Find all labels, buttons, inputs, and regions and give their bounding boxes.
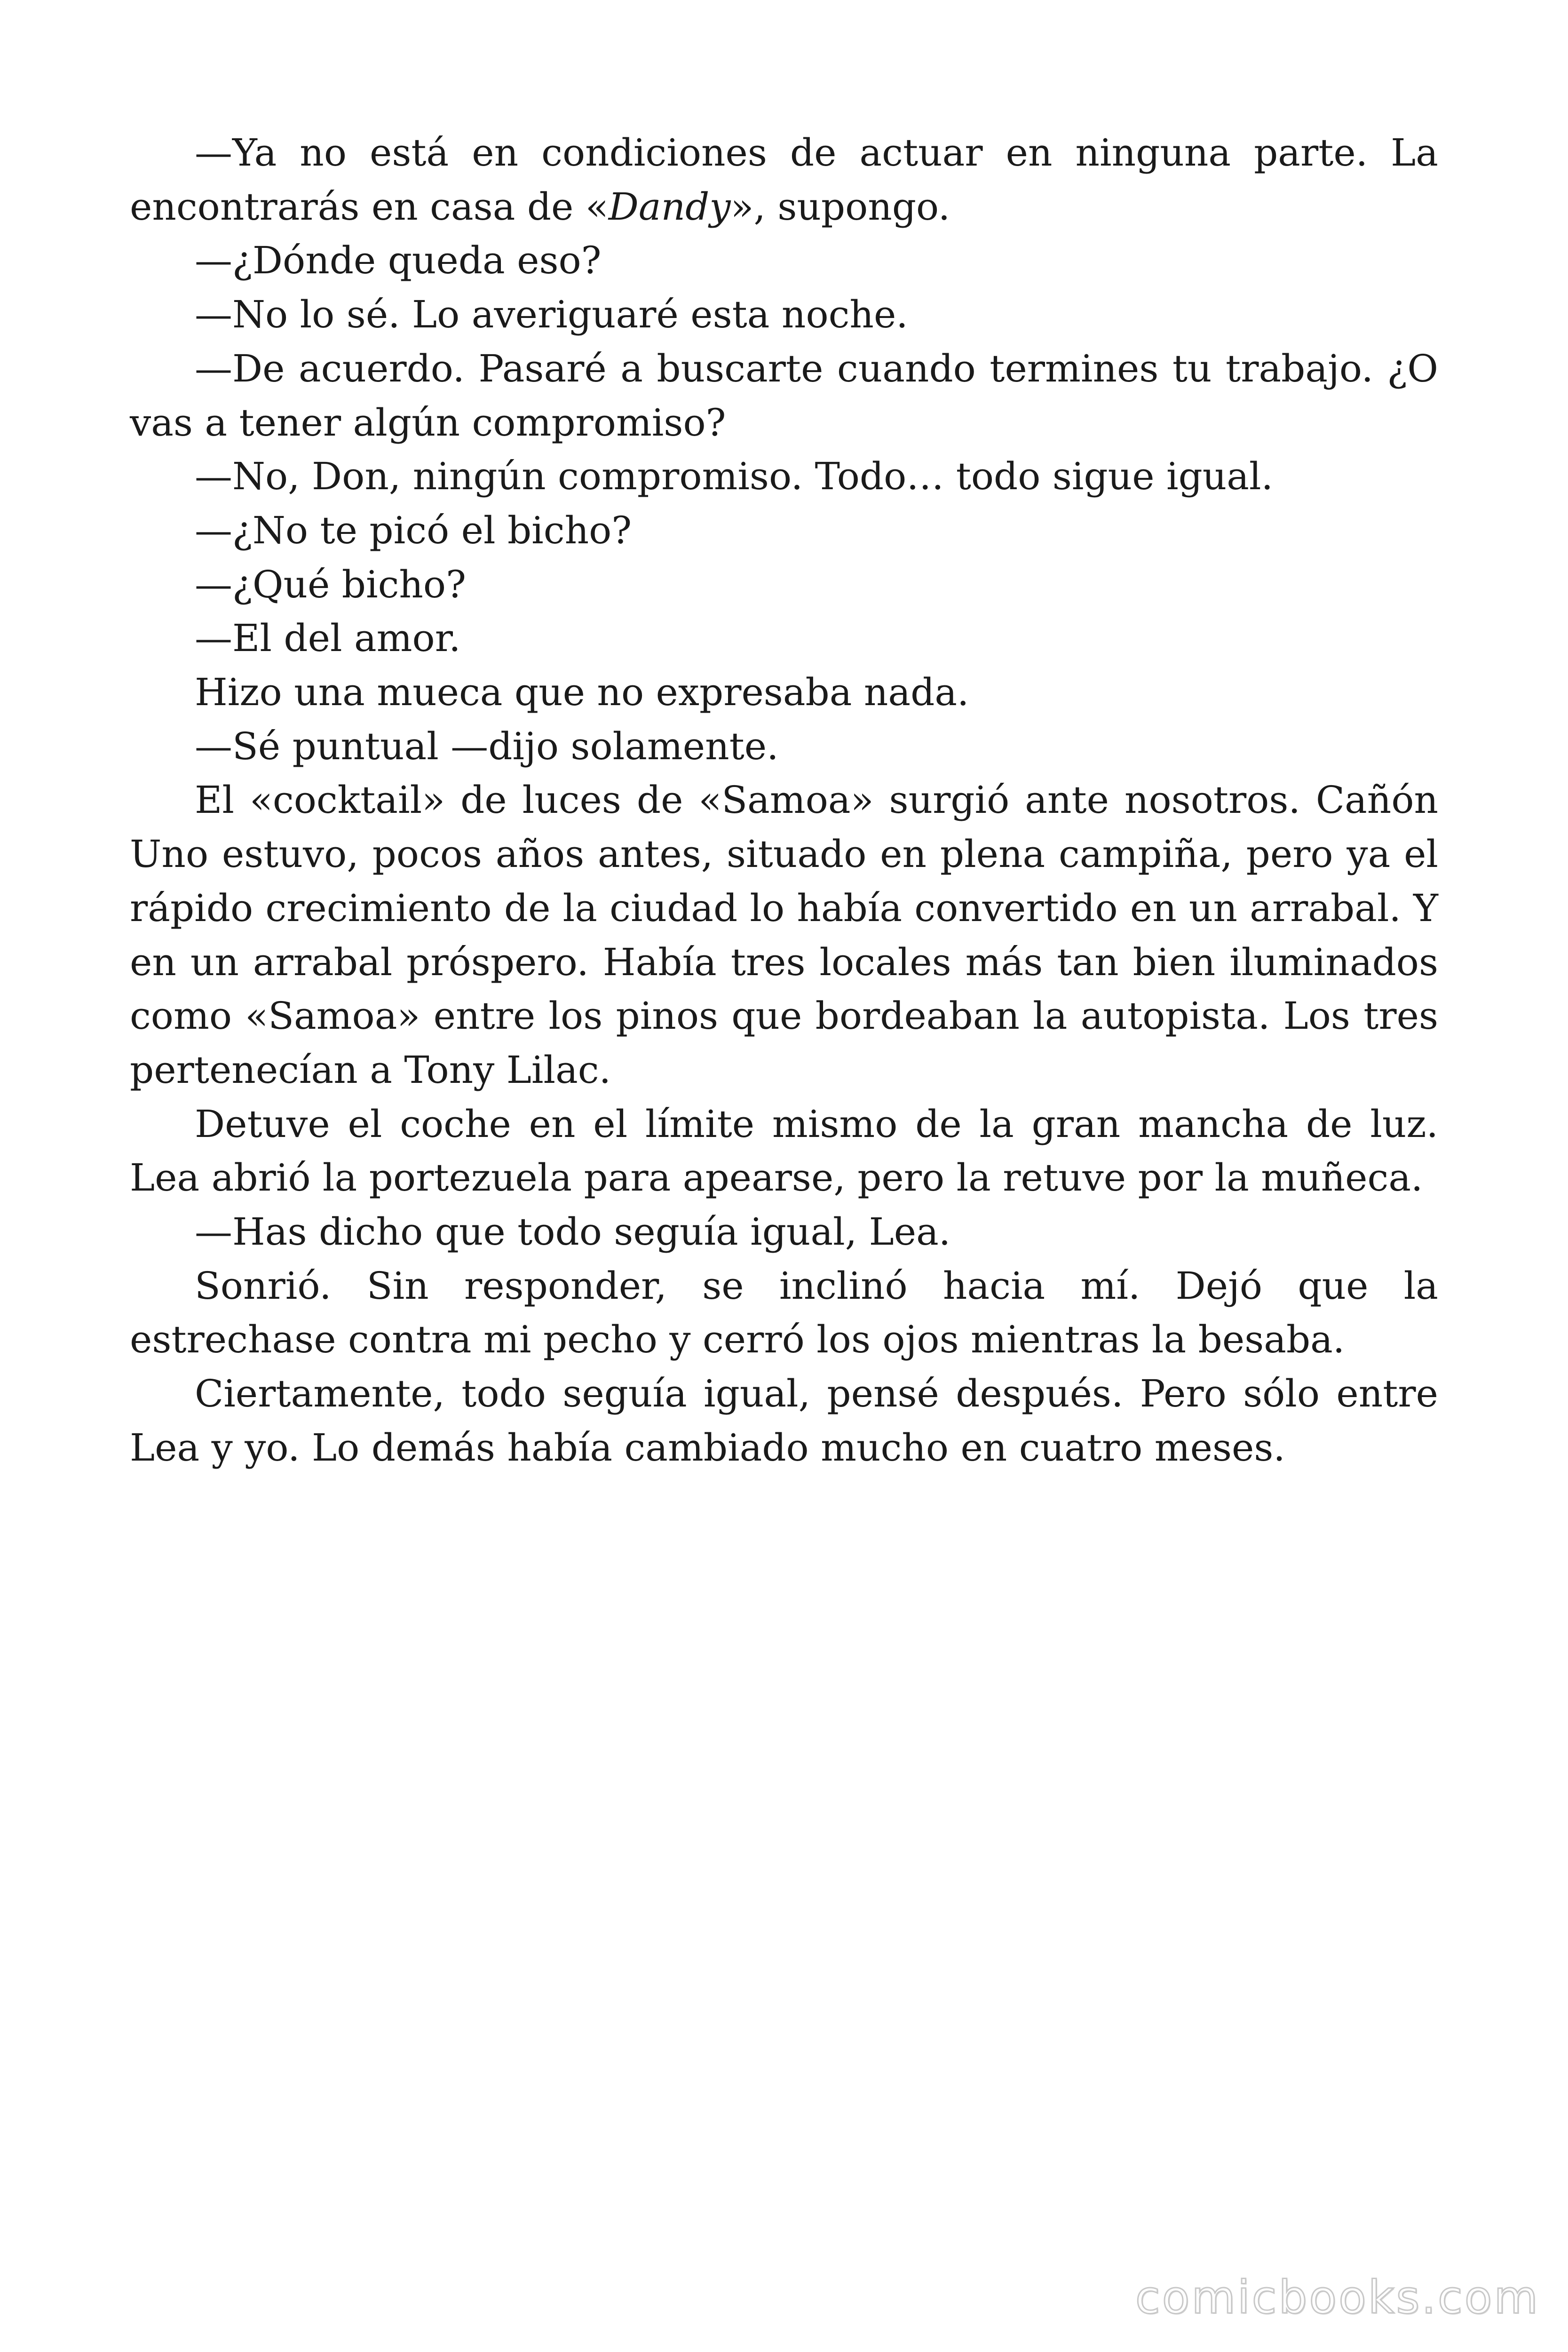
text-run: —No lo sé. Lo averiguaré esta noche.	[195, 293, 908, 337]
paragraph	[130, 234, 1438, 288]
watermark: comicbooks.com	[1135, 2271, 1540, 2324]
paragraph	[130, 1367, 1438, 1475]
text-run: », supongo.	[730, 184, 950, 229]
paragraph	[130, 1097, 1438, 1205]
text-run: —De acuerdo. Pasaré a buscarte cuando termines tu trabajo. ¿O vas a tener algún compromiso?	[130, 346, 1438, 445]
paragraph	[130, 288, 1438, 342]
text-run: —El del amor.	[195, 616, 461, 660]
italic-text: Dandy	[608, 184, 731, 229]
text-run: —Has dicho que todo seguía igual, Lea.	[195, 1210, 951, 1254]
paragraph	[130, 342, 1438, 450]
text-run: —Sé puntual —dijo solamente.	[195, 724, 779, 768]
paragraph	[130, 558, 1438, 612]
text-run: —Ya no está en condiciones de actuar en ninguna parte. La encontrarás en casa de «	[130, 131, 1438, 229]
paragraph	[130, 450, 1438, 504]
paragraph	[130, 1205, 1438, 1259]
paragraph	[130, 773, 1438, 1097]
text-run: Ciertamente, todo seguía igual, pensé después. Pero sólo entre Lea y yo. Lo demás había cambiado mucho en cuatro meses.	[130, 1372, 1438, 1470]
text-run: Sonrió. Sin responder, se inclinó hacia mí. Dejó que la estrechase contra mi pecho y cerró los ojos mientras la besaba.	[130, 1263, 1438, 1362]
paragraph	[130, 720, 1438, 774]
paragraph	[130, 612, 1438, 666]
text-run: —¿Dónde queda eso?	[195, 238, 602, 283]
text-run: —No, Don, ningún compromiso. Todo… todo sigue igual.	[195, 454, 1274, 499]
text-run: Detuve el coche en el límite mismo de la gran mancha de luz. Lea abrió la portezuela para apearse, pero la retuve por la muñeca.	[130, 1102, 1438, 1200]
paragraph	[130, 1259, 1438, 1367]
paragraph	[130, 126, 1438, 234]
text-run: —¿No te picó el bicho?	[195, 508, 632, 552]
text-run: —¿Qué bicho?	[195, 562, 466, 606]
text-run: El «cocktail» de luces de «Samoa» surgió ante nosotros. Cañón Uno estuvo, pocos años antes, situado en plena campiña, pero ya el rápido crecimiento de la ciudad lo había convertido en un arrabal. Y en un arrabal próspero. Había tres locales más tan bien iluminados como «Samoa» entre los pinos que bordeaban la autopista. Los tres pertenecían a Tony Lilac.	[130, 778, 1438, 1092]
body-text	[130, 126, 1438, 1475]
paragraph	[130, 504, 1438, 558]
text-run: Hizo una mueca que no expresaba nada.	[195, 670, 969, 715]
paragraph	[130, 666, 1438, 720]
